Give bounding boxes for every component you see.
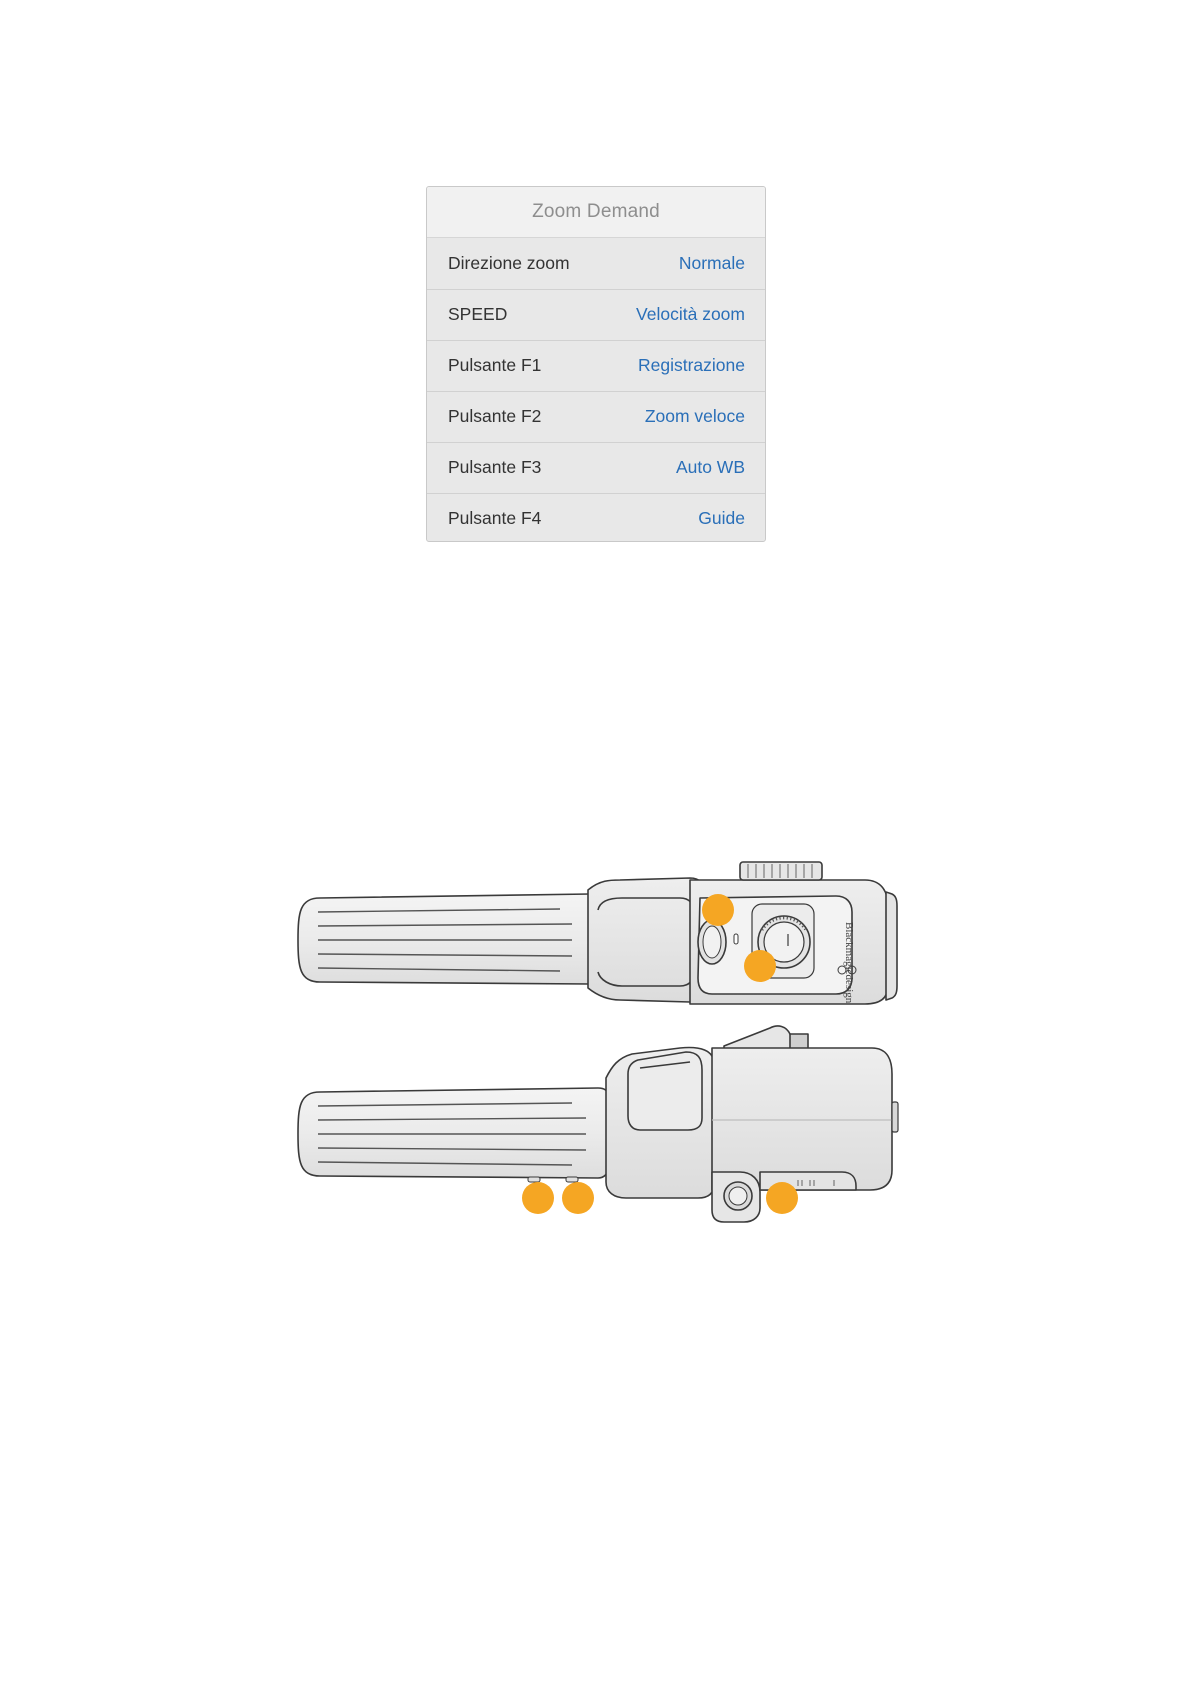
zoom-rocker bbox=[628, 1052, 702, 1130]
setting-label: Pulsante F3 bbox=[448, 457, 542, 477]
top-knob bbox=[740, 862, 822, 880]
setting-label: Direzione zoom bbox=[448, 253, 570, 273]
handle-side-view bbox=[298, 1026, 898, 1222]
setting-value[interactable]: Zoom veloce bbox=[644, 406, 745, 426]
panel-title: Zoom Demand bbox=[427, 187, 765, 238]
setting-label: Pulsante F4 bbox=[448, 508, 542, 528]
callout-marker-speed-dial bbox=[744, 950, 776, 982]
setting-value[interactable]: Velocità zoom bbox=[636, 304, 745, 324]
setting-value[interactable]: Auto WB bbox=[675, 457, 745, 477]
callout-marker-f2-button bbox=[562, 1182, 594, 1214]
callout-marker-lens-connector bbox=[766, 1182, 798, 1214]
collar-top bbox=[588, 878, 705, 1002]
setting-label: Pulsante F2 bbox=[448, 406, 542, 426]
body-side bbox=[712, 1048, 892, 1190]
callout-marker-f1-button bbox=[522, 1182, 554, 1214]
setting-value[interactable]: Normale bbox=[678, 253, 745, 273]
callout-marker-record-button bbox=[702, 894, 734, 926]
setting-value[interactable]: Guide bbox=[698, 508, 745, 528]
brand-wordmark: Blackmagicdesign bbox=[843, 922, 855, 1004]
setting-label: Pulsante F1 bbox=[448, 355, 542, 375]
setting-label: SPEED bbox=[448, 304, 508, 324]
handle-top-view bbox=[298, 862, 897, 1004]
setting-value[interactable]: Registrazione bbox=[638, 355, 745, 375]
